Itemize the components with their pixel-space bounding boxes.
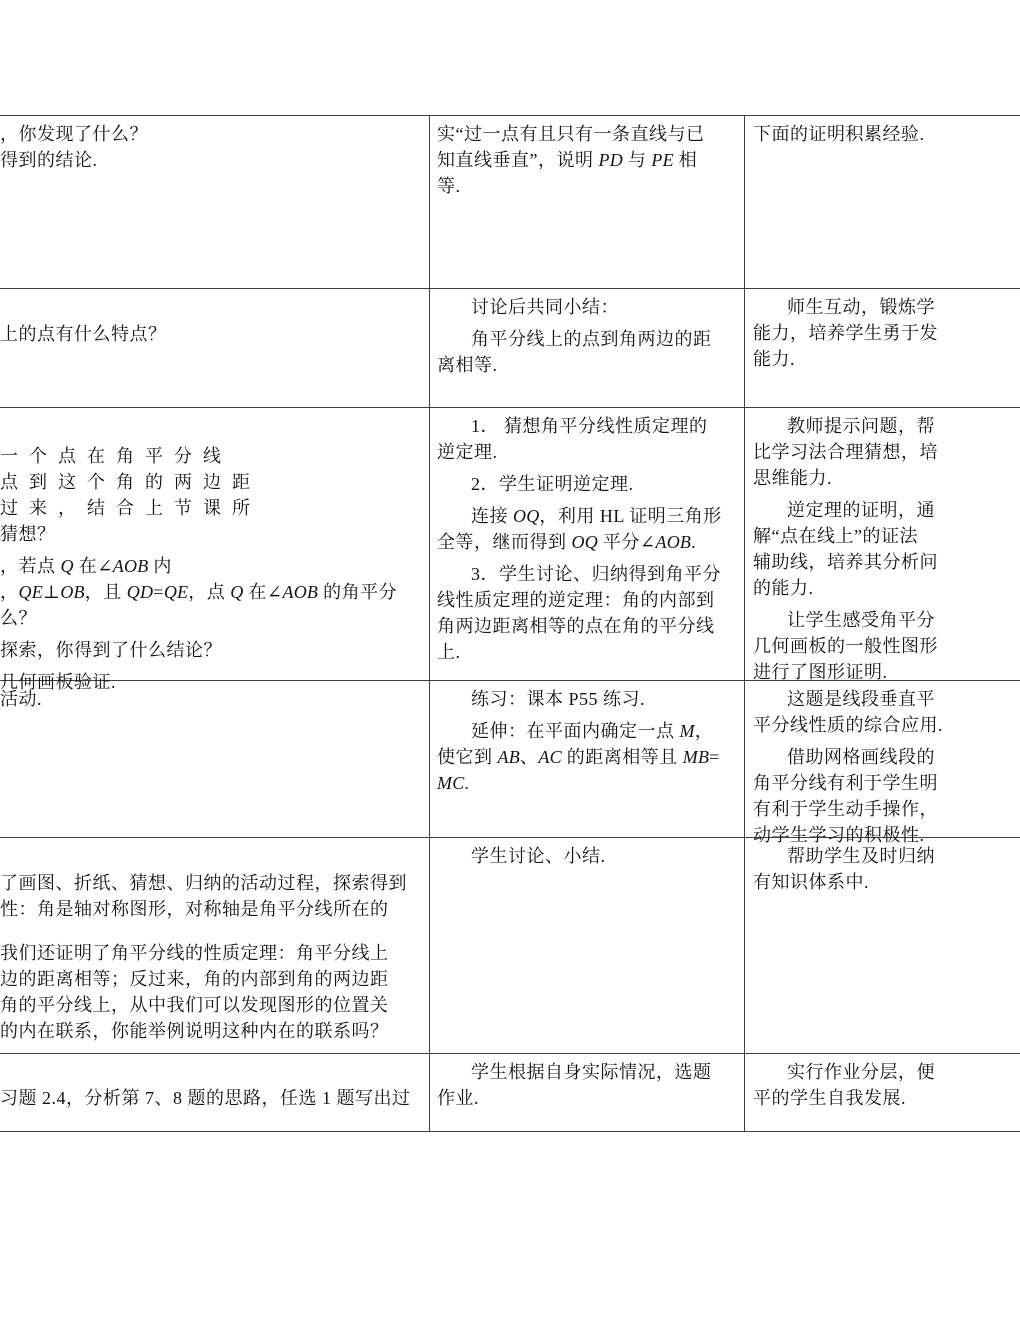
- text-run: ，: [0, 582, 19, 602]
- text-run: 1． 猜想角平分线性质定理的: [471, 416, 708, 436]
- math-variable: MB: [682, 747, 710, 767]
- text-run: 离相等.: [437, 355, 498, 375]
- cell-r6-middle: [430, 1054, 745, 1131]
- cell-r4-left: [0, 681, 430, 837]
- text-run: 我们还证明了角平分线的性质定理：角平分线上: [0, 943, 389, 963]
- text-line: [437, 613, 738, 639]
- text-line: [753, 1059, 1020, 1085]
- cell-r1-middle: [430, 116, 745, 288]
- text-run: 逆定理的证明，通: [787, 500, 935, 520]
- text-line: [437, 744, 738, 770]
- cell-r1-right: [745, 116, 1020, 288]
- text-run: 练习：课本 P55 练习.: [471, 689, 646, 709]
- text-run: 角平分线上的点到角两边的距: [471, 329, 712, 349]
- text-run: 边的距离相等；反过来，角的内部到角的两边距: [0, 969, 389, 989]
- text-run: 在∠: [73, 556, 113, 576]
- cell-r3-right: [745, 408, 1020, 680]
- text-run: 性：角是轴对称图形，对称轴是角平分线所在的: [0, 899, 389, 919]
- text-run: 过来，结合上节课所: [0, 498, 261, 518]
- math-variable: PE: [651, 150, 674, 170]
- cell-r5-right: [745, 838, 1020, 1053]
- paragraph: [437, 718, 738, 796]
- text-run: 师生互动，锻炼学: [787, 297, 935, 317]
- text-run: 逆定理.: [437, 442, 498, 462]
- paragraph: [753, 686, 1020, 738]
- paragraph: [0, 686, 425, 712]
- text-line: [437, 587, 738, 613]
- paragraph: [0, 870, 425, 922]
- table-row-4: [0, 681, 1020, 845]
- math-variable: AC: [538, 747, 562, 767]
- text-line: [753, 439, 1020, 465]
- text-run: 得到的结论.: [0, 150, 98, 170]
- text-line: [0, 896, 425, 922]
- text-run: 的距离相等且: [561, 747, 683, 767]
- paragraph: [753, 1059, 1020, 1111]
- table-row-1: [0, 116, 1020, 289]
- text-line: [0, 605, 425, 631]
- text-line: [753, 712, 1020, 738]
- text-line: [0, 553, 425, 579]
- text-line: [753, 413, 1020, 439]
- text-line: [437, 173, 738, 199]
- table-row-3: [0, 408, 1020, 692]
- math-variable: OQ: [513, 506, 540, 526]
- math-variable: QE: [163, 582, 189, 602]
- text-run: 讨论后共同小结：: [471, 297, 619, 317]
- text-line: [753, 633, 1020, 659]
- math-variable: MC: [437, 773, 465, 793]
- text-line: [437, 471, 738, 497]
- paragraph: [0, 443, 425, 547]
- paragraph: [437, 294, 738, 320]
- text-run: 动学生学习的积极性.: [753, 825, 925, 845]
- text-run: 几何画板的一般性图形: [753, 636, 938, 656]
- text-line: [0, 940, 425, 966]
- paragraph: [437, 121, 738, 199]
- text-line: [753, 869, 1020, 895]
- text-line: [0, 469, 425, 495]
- text-run: 知直线垂直”，说明: [437, 150, 599, 170]
- text-run: 解“点在线上”的证法: [753, 526, 918, 546]
- text-line: [437, 121, 738, 147]
- text-run: 点到这个角的两边距: [0, 472, 261, 492]
- text-run: 帮助学生及时归纳: [787, 846, 935, 866]
- text-run: 下面的证明积累经验.: [753, 124, 925, 144]
- math-variable: OB: [60, 582, 85, 602]
- text-run: .: [691, 532, 697, 552]
- text-run: ⊥: [42, 582, 61, 602]
- text-run: ，若点: [0, 556, 61, 576]
- text-line: [753, 686, 1020, 712]
- paragraph: [437, 503, 738, 555]
- text-run: 教师提示问题，帮: [787, 416, 935, 436]
- text-run: 比学习法合理猜想，培: [753, 442, 938, 462]
- text-run: 等.: [437, 176, 461, 196]
- cell-r2-right: [745, 289, 1020, 407]
- cell-r3-left: [0, 408, 430, 692]
- paragraph: [0, 1085, 425, 1111]
- paragraph: [753, 294, 1020, 372]
- text-line: [437, 686, 738, 712]
- text-run: ，: [694, 721, 714, 741]
- paragraph: [437, 1059, 738, 1111]
- text-run: 3．学生讨论、归纳得到角平分: [471, 564, 721, 584]
- text-run: 使它到: [437, 747, 498, 767]
- text-line: [0, 147, 425, 173]
- text-run: 几何画板验证.: [0, 672, 116, 692]
- paragraph: [753, 413, 1020, 491]
- cell-r3-middle: [430, 408, 745, 680]
- text-line: [753, 549, 1020, 575]
- text-line: [437, 770, 738, 796]
- text-line: [0, 443, 425, 469]
- text-run: 的角平分: [318, 582, 398, 602]
- text-line: [753, 843, 1020, 869]
- cell-r6-right: [745, 1054, 1020, 1131]
- text-run: 的能力.: [753, 578, 814, 598]
- text-run: =: [709, 747, 720, 767]
- text-line: [753, 465, 1020, 491]
- text-run: 全等，继而得到: [437, 532, 572, 552]
- cell-r1-left: [0, 116, 430, 288]
- cell-r5-middle: [430, 838, 745, 1053]
- text-line: [753, 294, 1020, 320]
- text-run: =: [153, 582, 164, 602]
- text-run: 平的学生自我发展.: [753, 1088, 906, 1108]
- text-run: 这题是线段垂直平: [787, 689, 935, 709]
- math-variable: AB: [497, 747, 520, 767]
- cell-r6-left: [0, 1054, 430, 1131]
- text-line: [753, 346, 1020, 372]
- text-run: 让学生感受角平分: [787, 610, 935, 630]
- math-variable: QD: [126, 582, 154, 602]
- lesson-plan-table: [0, 115, 1020, 1132]
- text-line: [437, 1059, 738, 1085]
- paragraph: [0, 121, 425, 173]
- text-line: [0, 521, 425, 547]
- paragraph: [0, 553, 425, 631]
- paragraph: [437, 326, 738, 378]
- text-run: 能力，培养学生勇于发: [753, 323, 938, 343]
- text-line: [0, 321, 425, 347]
- text-run: 线性质定理的逆定理：角的内部到: [437, 590, 715, 610]
- text-run: 了画图、折纸、猜想、归纳的活动过程，探索得到: [0, 873, 407, 893]
- paragraph: [753, 607, 1020, 685]
- text-line: [753, 1085, 1020, 1111]
- text-line: [437, 326, 738, 352]
- text-line: [0, 1085, 425, 1111]
- paragraph: [437, 843, 738, 869]
- text-line: [753, 607, 1020, 633]
- text-line: [753, 497, 1020, 523]
- text-run: 活动.: [0, 689, 42, 709]
- text-run: 实行作业分层，便: [787, 1062, 935, 1082]
- text-run: 上的点有什么特点？: [0, 324, 167, 344]
- paragraph: [0, 637, 425, 663]
- text-line: [437, 561, 738, 587]
- text-line: [753, 770, 1020, 796]
- paragraph: [753, 843, 1020, 895]
- math-variable: AOB: [655, 532, 692, 552]
- math-variable: PD: [598, 150, 623, 170]
- text-line: [0, 1018, 425, 1044]
- text-line: [0, 495, 425, 521]
- text-line: [437, 413, 738, 439]
- text-run: 、: [519, 747, 539, 767]
- text-line: [0, 966, 425, 992]
- table-row-5: [0, 838, 1020, 1054]
- math-variable: AOB: [112, 556, 149, 576]
- paragraph: [753, 744, 1020, 848]
- text-line: [437, 529, 738, 555]
- text-run: .: [464, 773, 470, 793]
- table-row-6: [0, 1054, 1020, 1132]
- text-run: 能力.: [753, 349, 795, 369]
- text-run: 2．学生证明逆定理.: [471, 474, 634, 494]
- text-run: 学生讨论、小结.: [471, 846, 606, 866]
- text-run: 连接: [471, 506, 513, 526]
- text-line: [0, 121, 425, 147]
- cell-r4-middle: [430, 681, 745, 837]
- text-line: [753, 796, 1020, 822]
- math-variable: OQ: [571, 532, 598, 552]
- math-variable: M: [679, 721, 695, 741]
- text-run: 内: [148, 556, 172, 576]
- text-run: 一个点在角平分线: [0, 446, 232, 466]
- text-line: [0, 992, 425, 1018]
- text-run: 的内在联系，你能举例说明这种内在的联系吗？: [0, 1021, 389, 1041]
- text-run: ，点: [188, 582, 231, 602]
- paragraph: [0, 321, 425, 347]
- paragraph: [437, 413, 738, 465]
- text-run: 角平分线有利于学生明: [753, 773, 938, 793]
- cell-r2-middle: [430, 289, 745, 407]
- text-line: [0, 579, 425, 605]
- text-run: 上.: [437, 642, 461, 662]
- text-run: 猜想？: [0, 524, 56, 544]
- cell-r2-left: [0, 289, 430, 407]
- text-run: 作业.: [437, 1088, 479, 1108]
- text-line: [437, 294, 738, 320]
- paragraph: [437, 471, 738, 497]
- paragraph: [753, 121, 1020, 147]
- math-variable: QE: [18, 582, 43, 602]
- text-line: [437, 1085, 738, 1111]
- text-line: [437, 439, 738, 465]
- text-line: [437, 718, 738, 744]
- text-line: [437, 503, 738, 529]
- text-run: 思维能力.: [753, 468, 832, 488]
- text-run: 学生根据自身实际情况，选题: [471, 1062, 712, 1082]
- text-run: 么？: [0, 608, 37, 628]
- text-line: [0, 686, 425, 712]
- text-run: 与: [622, 150, 652, 170]
- text-run: 实“过一点有且只有一条直线与已: [437, 124, 705, 144]
- cell-r4-right: [745, 681, 1020, 845]
- text-run: 相: [673, 150, 698, 170]
- paragraph: [437, 561, 738, 665]
- text-run: 进行了图形证明.: [753, 662, 888, 682]
- text-run: 角的平分线上，从中我们可以发现图形的位置关: [0, 995, 389, 1015]
- text-run: 借助网格画线段的: [787, 747, 935, 767]
- text-run: 探索，你得到了什么结论？: [0, 640, 222, 660]
- text-line: [437, 352, 738, 378]
- math-variable: AOB: [282, 582, 319, 602]
- text-run: 有利于学生动手操作，: [753, 799, 938, 819]
- text-line: [753, 121, 1020, 147]
- text-run: 有知识体系中.: [753, 872, 869, 892]
- math-variable: Q: [230, 582, 244, 602]
- text-run: 辅助线，培养其分析问: [753, 552, 938, 572]
- text-run: 在∠: [243, 582, 283, 602]
- text-run: ，且: [84, 582, 127, 602]
- text-line: [0, 870, 425, 896]
- table-row-2: [0, 289, 1020, 408]
- text-line: [437, 639, 738, 665]
- text-run: 角两边距离相等的点在角的平分线: [437, 616, 715, 636]
- cell-r5-left: [0, 838, 430, 1053]
- text-run: 延伸：在平面内确定一点: [471, 721, 680, 741]
- text-run: 平分线性质的综合应用.: [753, 715, 943, 735]
- paragraph: [0, 940, 425, 1044]
- text-line: [437, 843, 738, 869]
- text-line: [437, 147, 738, 173]
- text-line: [753, 575, 1020, 601]
- paragraph: [437, 686, 738, 712]
- text-line: [0, 637, 425, 663]
- text-line: [753, 523, 1020, 549]
- math-variable: Q: [60, 556, 74, 576]
- text-run: 平分∠: [597, 532, 656, 552]
- text-run: 习题 2.4，分析第 7、8 题的思路，任选 1 题写出过: [0, 1088, 411, 1108]
- text-line: [753, 744, 1020, 770]
- text-run: ，利用 HL 证明三角形: [539, 506, 722, 526]
- text-run: ，你发现了什么？: [0, 124, 148, 144]
- text-line: [753, 320, 1020, 346]
- paragraph: [753, 497, 1020, 601]
